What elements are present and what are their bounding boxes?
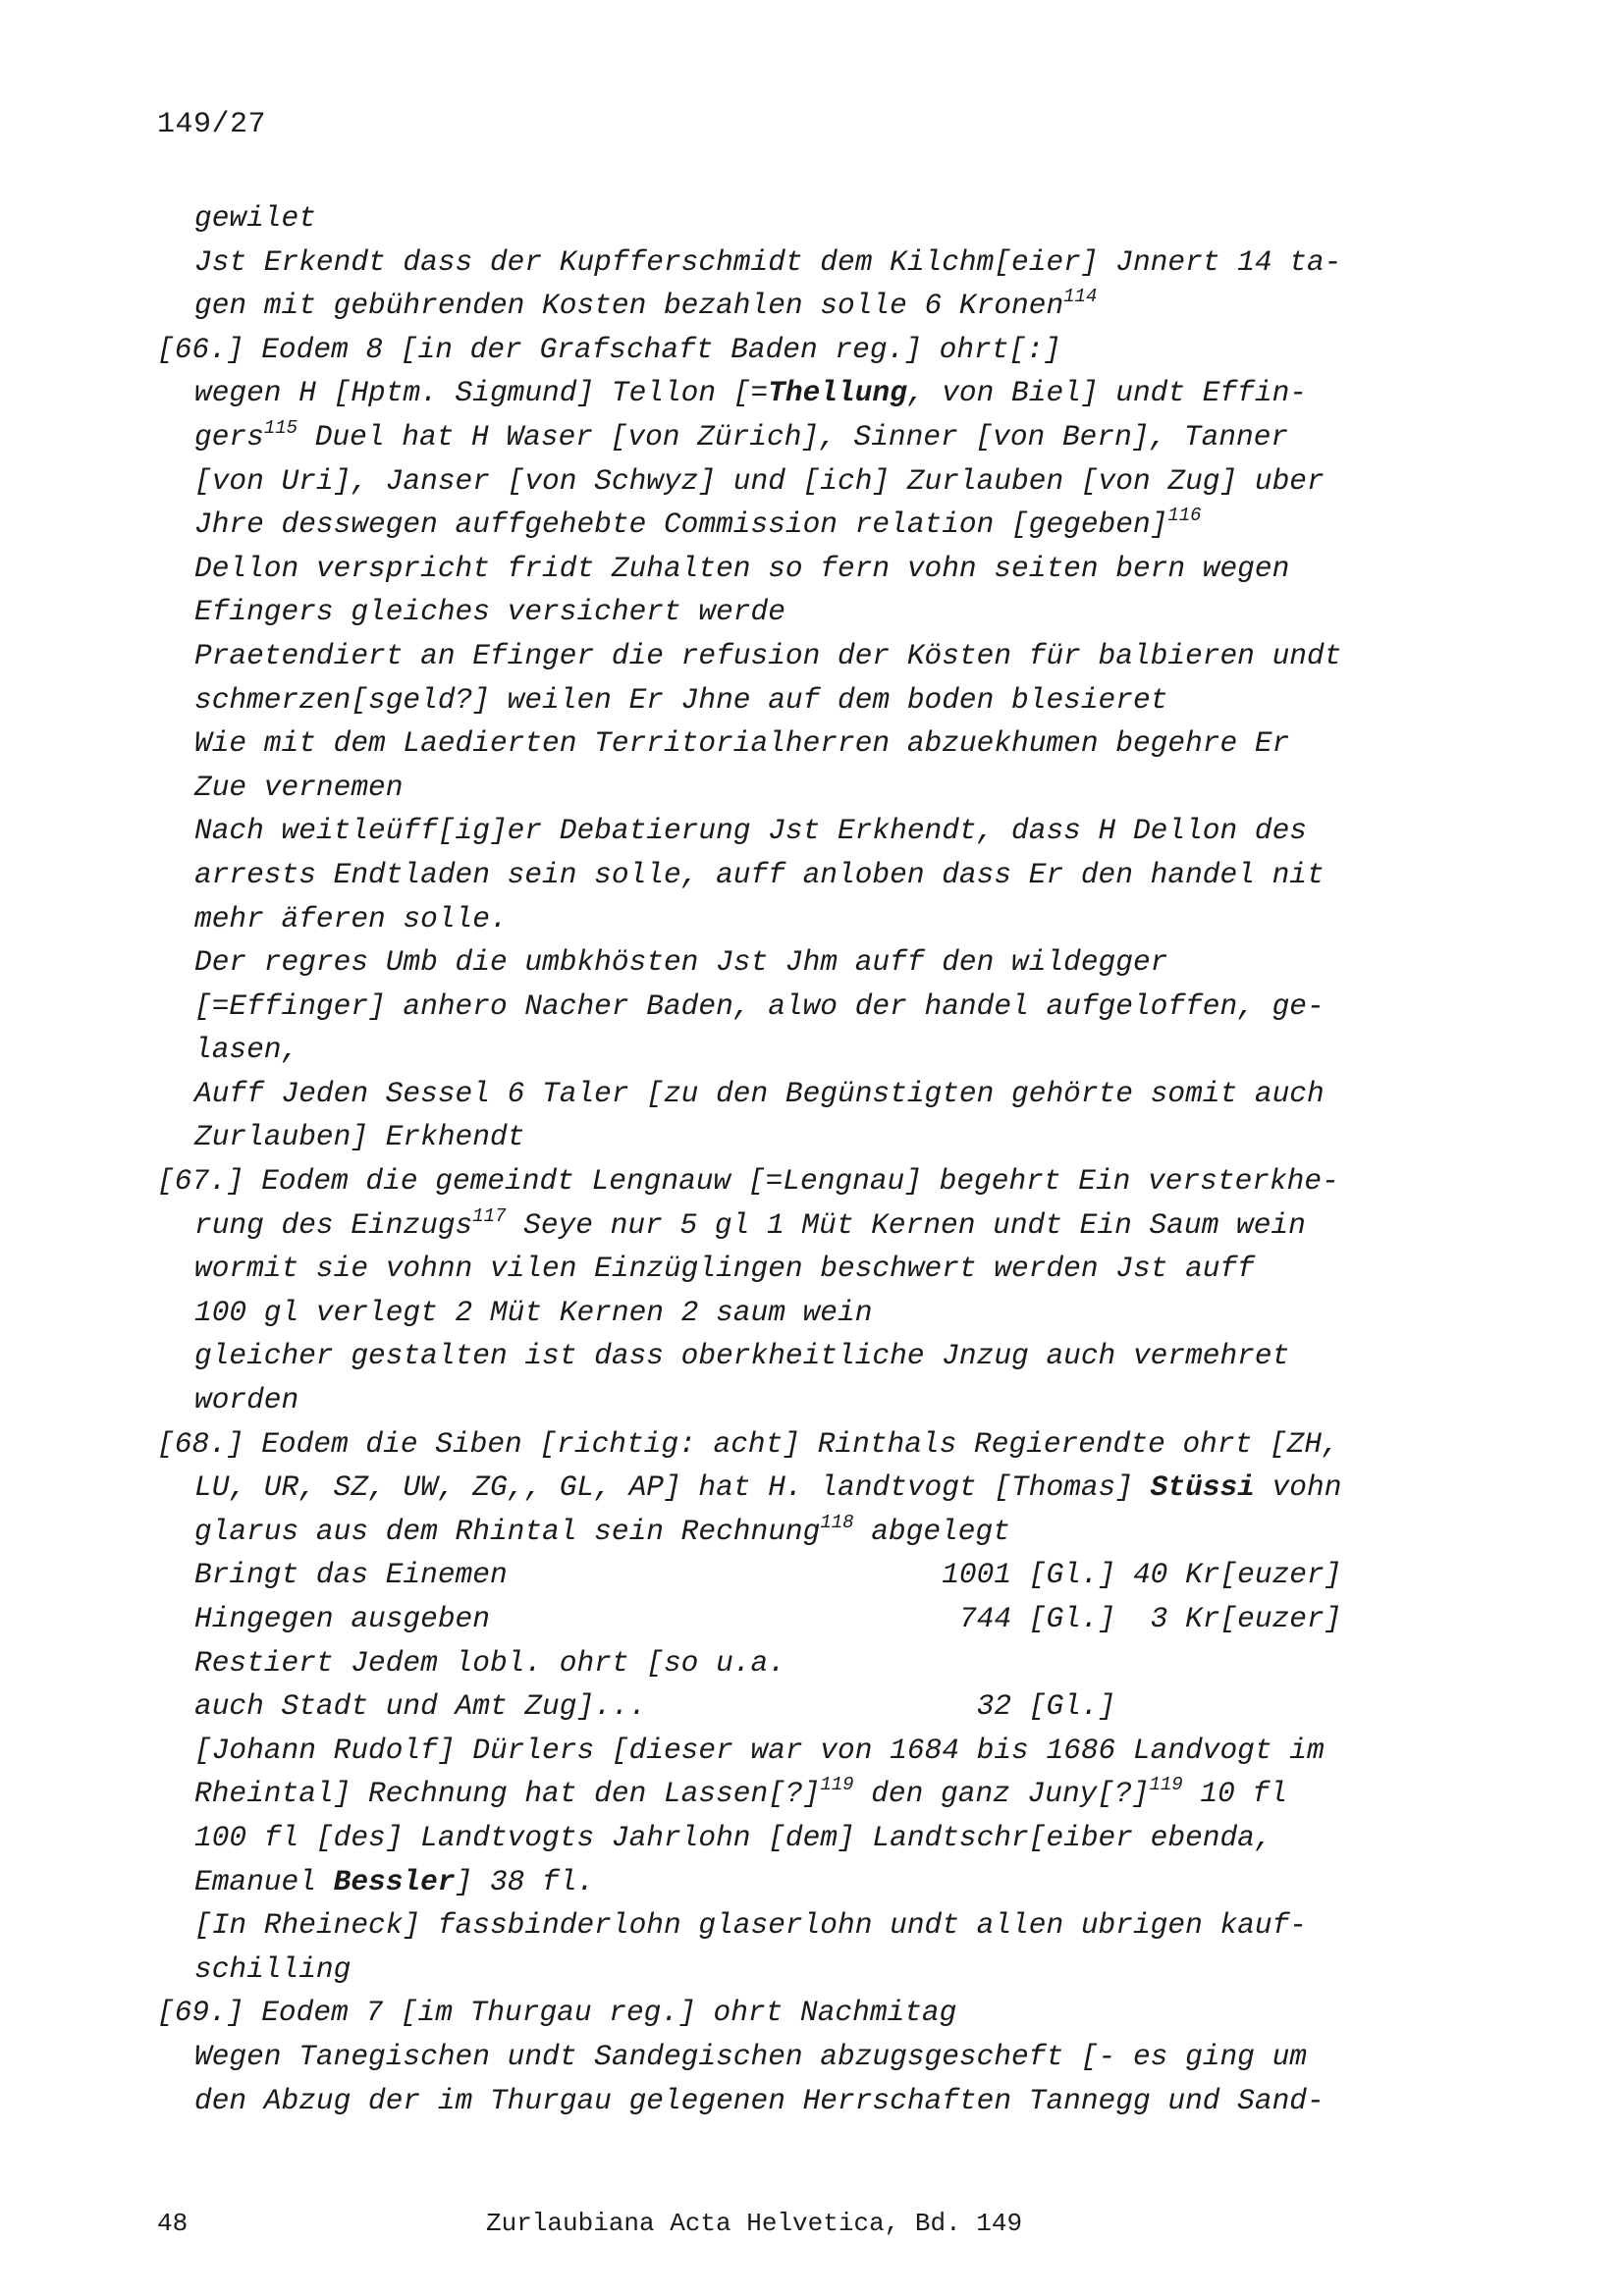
text-segment: [=Effinger] anhero Nacher Baden, alwo der handel aufgeloffen, ge- bbox=[194, 988, 1325, 1023]
text-segment: Jst Erkendt dass der Kupfferschmidt dem Kilchm[eier] Jnnert 14 ta- bbox=[194, 244, 1342, 279]
text-line bbox=[157, 503, 1434, 547]
text-line bbox=[157, 1684, 1434, 1729]
text-line bbox=[157, 897, 1434, 941]
text-line bbox=[157, 1729, 1434, 1773]
text-segment: gers bbox=[194, 419, 264, 454]
text-segment: Auff Jeden Sessel 6 Taler [zu den Begünstigten gehörte somit auch bbox=[194, 1076, 1325, 1110]
text-segment: [68.] Eodem die Siben [richtig: acht] Rinthals Regierendte ohrt [ZH, bbox=[157, 1426, 1339, 1461]
text-line bbox=[157, 1203, 1434, 1248]
text-segment: 100 gl verlegt 2 Müt Kernen 2 saum wein bbox=[194, 1295, 873, 1329]
text-line bbox=[157, 940, 1434, 985]
text-segment: Wie mit dem Laedierten Territorialherren abzuekhumen begehre Er bbox=[194, 726, 1290, 761]
text-line bbox=[157, 2035, 1434, 2079]
text-line bbox=[157, 1948, 1434, 1992]
footnote-ref: 119 bbox=[1149, 1774, 1183, 1796]
text-line bbox=[157, 1903, 1434, 1948]
text-line bbox=[157, 2079, 1434, 2123]
footnote-ref: 118 bbox=[820, 1511, 854, 1533]
text-line bbox=[157, 1466, 1434, 1510]
text-segment: den ganz Juny[?] bbox=[853, 1777, 1150, 1811]
text-segment: glarus aus dem Rhintal sein Rechnung bbox=[194, 1514, 821, 1548]
text-segment: arrests Endtladen sein solle, auff anloben dass Er den handel nit bbox=[194, 857, 1325, 891]
footnote-ref: 115 bbox=[263, 416, 298, 439]
text-segment: Bringt das Einemen 1001 [Gl.] 40 Kr[euzer] bbox=[194, 1558, 1342, 1592]
text-line bbox=[157, 328, 1434, 372]
text-line bbox=[157, 1991, 1434, 2035]
footnote-ref: 114 bbox=[1063, 286, 1098, 308]
text-line bbox=[157, 678, 1434, 722]
text-line bbox=[157, 1334, 1434, 1378]
text-segment: [69.] Eodem 7 [im Thurgau reg.] ohrt Nachmitag bbox=[157, 1996, 957, 2030]
text-segment: auch Stadt und Amt Zug]... 32 [Gl.] bbox=[194, 1689, 1116, 1724]
text-segment: lasen, bbox=[194, 1033, 299, 1067]
text-line bbox=[157, 240, 1434, 285]
text-line bbox=[157, 1510, 1434, 1554]
text-segment: , von Biel] undt Effin- bbox=[906, 376, 1307, 410]
text-segment: Dellon verspricht fridt Zuhalten so fern vohn seiten bern wegen bbox=[194, 551, 1290, 585]
text-segment: Nach weitleüff[ig]er Debatierung Jst Erkhendt, dass H Dellon des bbox=[194, 814, 1307, 848]
text-line bbox=[157, 1291, 1434, 1335]
text-line bbox=[157, 1159, 1434, 1203]
text-segment: Hingegen ausgeben 744 [Gl.] 3 Kr[euzer] bbox=[194, 1602, 1342, 1635]
text-line bbox=[157, 1247, 1434, 1291]
text-line bbox=[157, 547, 1434, 591]
text-line bbox=[157, 590, 1434, 634]
text-segment: Rheintal] Rechnung hat den Lassen[?] bbox=[194, 1777, 821, 1811]
text-segment: schmerzen[sgeld?] weilen Er Jhne auf dem boden blesieret bbox=[194, 682, 1168, 717]
text-segment: ] 38 fl. bbox=[455, 1864, 595, 1898]
text-segment: 100 fl [des] Landtvogts Jahrlohn [dem] Landtschr[eiber ebenda, bbox=[194, 1820, 1272, 1854]
text-segment: [von Uri], Janser [von Schwyz] und [ich] Zurlauben [von Zug] uber bbox=[194, 463, 1325, 498]
text-line bbox=[157, 371, 1434, 415]
text-segment: Emanuel bbox=[194, 1864, 334, 1898]
footnote-ref: 116 bbox=[1167, 505, 1202, 527]
text-segment: gewilet bbox=[194, 201, 316, 235]
text-line bbox=[157, 853, 1434, 897]
text-line bbox=[157, 1860, 1434, 1904]
text-segment: wormit sie vohnn vilen Einzüglingen beschwert werden Jst auff bbox=[194, 1252, 1255, 1286]
text-segment: [66.] Eodem 8 [in der Grafschaft Baden reg.] ohrt[:] bbox=[157, 332, 1061, 366]
text-line bbox=[157, 1553, 1434, 1597]
text-segment: Efingers gleiches versichert werde bbox=[194, 595, 785, 629]
emphasized-name: Bessler bbox=[333, 1864, 456, 1898]
footnote-ref: 117 bbox=[472, 1204, 507, 1227]
text-segment: wegen H [Hptm. Sigmund] Tellon [= bbox=[194, 376, 769, 410]
publication-title: Zurlaubiana Acta Helvetica, Bd. 149 bbox=[486, 2209, 1023, 2238]
text-line bbox=[157, 459, 1434, 504]
text-segment: mehr äferen solle. bbox=[194, 901, 508, 935]
page-number: 48 bbox=[157, 2209, 189, 2238]
text-segment: [Johann Rudolf] Dürlers [dieser war von 1684 bis 1686 Landvogt im bbox=[194, 1733, 1325, 1767]
text-segment: rung des Einzugs bbox=[194, 1207, 473, 1242]
text-line bbox=[157, 1072, 1434, 1116]
text-line bbox=[157, 1115, 1434, 1159]
text-segment: den Abzug der im Thurgau gelegenen Herrschaften Tannegg und Sand- bbox=[194, 2083, 1325, 2117]
text-segment: schilling bbox=[194, 1951, 352, 1986]
text-segment: Praetendiert an Efinger die refusion der Kösten für balbieren undt bbox=[194, 638, 1342, 672]
text-segment: Jhre desswegen auffgehebte Commission relation [gegeben] bbox=[194, 507, 1168, 542]
text-line bbox=[157, 1597, 1434, 1641]
text-segment: Der regres Umb die umbkhösten Jst Jhm auff den wildegger bbox=[194, 945, 1168, 980]
text-line bbox=[157, 985, 1434, 1029]
text-segment: Zue vernemen bbox=[194, 770, 404, 804]
text-line bbox=[157, 1378, 1434, 1422]
document-body bbox=[157, 196, 1434, 2122]
text-line bbox=[157, 634, 1434, 678]
text-segment: Wegen Tanegischen undt Sandegischen abzugsgescheft [- es ging um bbox=[194, 2039, 1307, 2073]
text-line bbox=[157, 415, 1434, 459]
text-line bbox=[157, 1641, 1434, 1685]
text-segment: worden bbox=[194, 1383, 299, 1417]
text-segment: gen mit gebührenden Kosten bezahlen solle 6 Kronen bbox=[194, 289, 1064, 323]
text-line bbox=[157, 1028, 1434, 1072]
text-segment: [67.] Eodem die gemeindt Lengnauw [=Lengnau] begehrt Ein versterkhe- bbox=[157, 1164, 1339, 1199]
text-segment: [In Rheineck] fassbinderlohn glaserlohn undt allen ubrigen kauf- bbox=[194, 1908, 1307, 1943]
text-segment: gleicher gestalten ist dass oberkheitliche Jnzug auch vermehret bbox=[194, 1339, 1290, 1373]
text-line bbox=[157, 284, 1434, 328]
text-segment: Seye nur 5 gl 1 Müt Kernen undt Ein Saum wein bbox=[506, 1207, 1306, 1242]
text-line bbox=[157, 1422, 1434, 1467]
text-line bbox=[157, 1816, 1434, 1860]
footnote-ref: 119 bbox=[820, 1774, 854, 1796]
text-line bbox=[157, 721, 1434, 766]
text-line bbox=[157, 809, 1434, 853]
text-segment: Restiert Jedem lobl. ohrt [so u.a. bbox=[194, 1645, 785, 1680]
text-segment: abgelegt bbox=[853, 1514, 1010, 1548]
page-reference: 149/27 bbox=[157, 108, 267, 141]
text-line bbox=[157, 766, 1434, 810]
text-segment: 10 fl bbox=[1182, 1777, 1287, 1811]
text-segment: LU, UR, SZ, UW, ZG,, GL, AP] hat H. landtvogt [Thomas] bbox=[194, 1470, 1151, 1505]
text-segment: Duel hat H Waser [von Zürich], Sinner [von Bern], Tanner bbox=[298, 419, 1289, 454]
text-line bbox=[157, 1772, 1434, 1816]
emphasized-name: Stüssi bbox=[1150, 1470, 1255, 1505]
text-segment: vohn bbox=[1254, 1470, 1342, 1505]
text-segment: Zurlauben] Erkhendt bbox=[194, 1120, 525, 1154]
emphasized-name: Thellung bbox=[768, 376, 907, 410]
text-line bbox=[157, 196, 1434, 240]
